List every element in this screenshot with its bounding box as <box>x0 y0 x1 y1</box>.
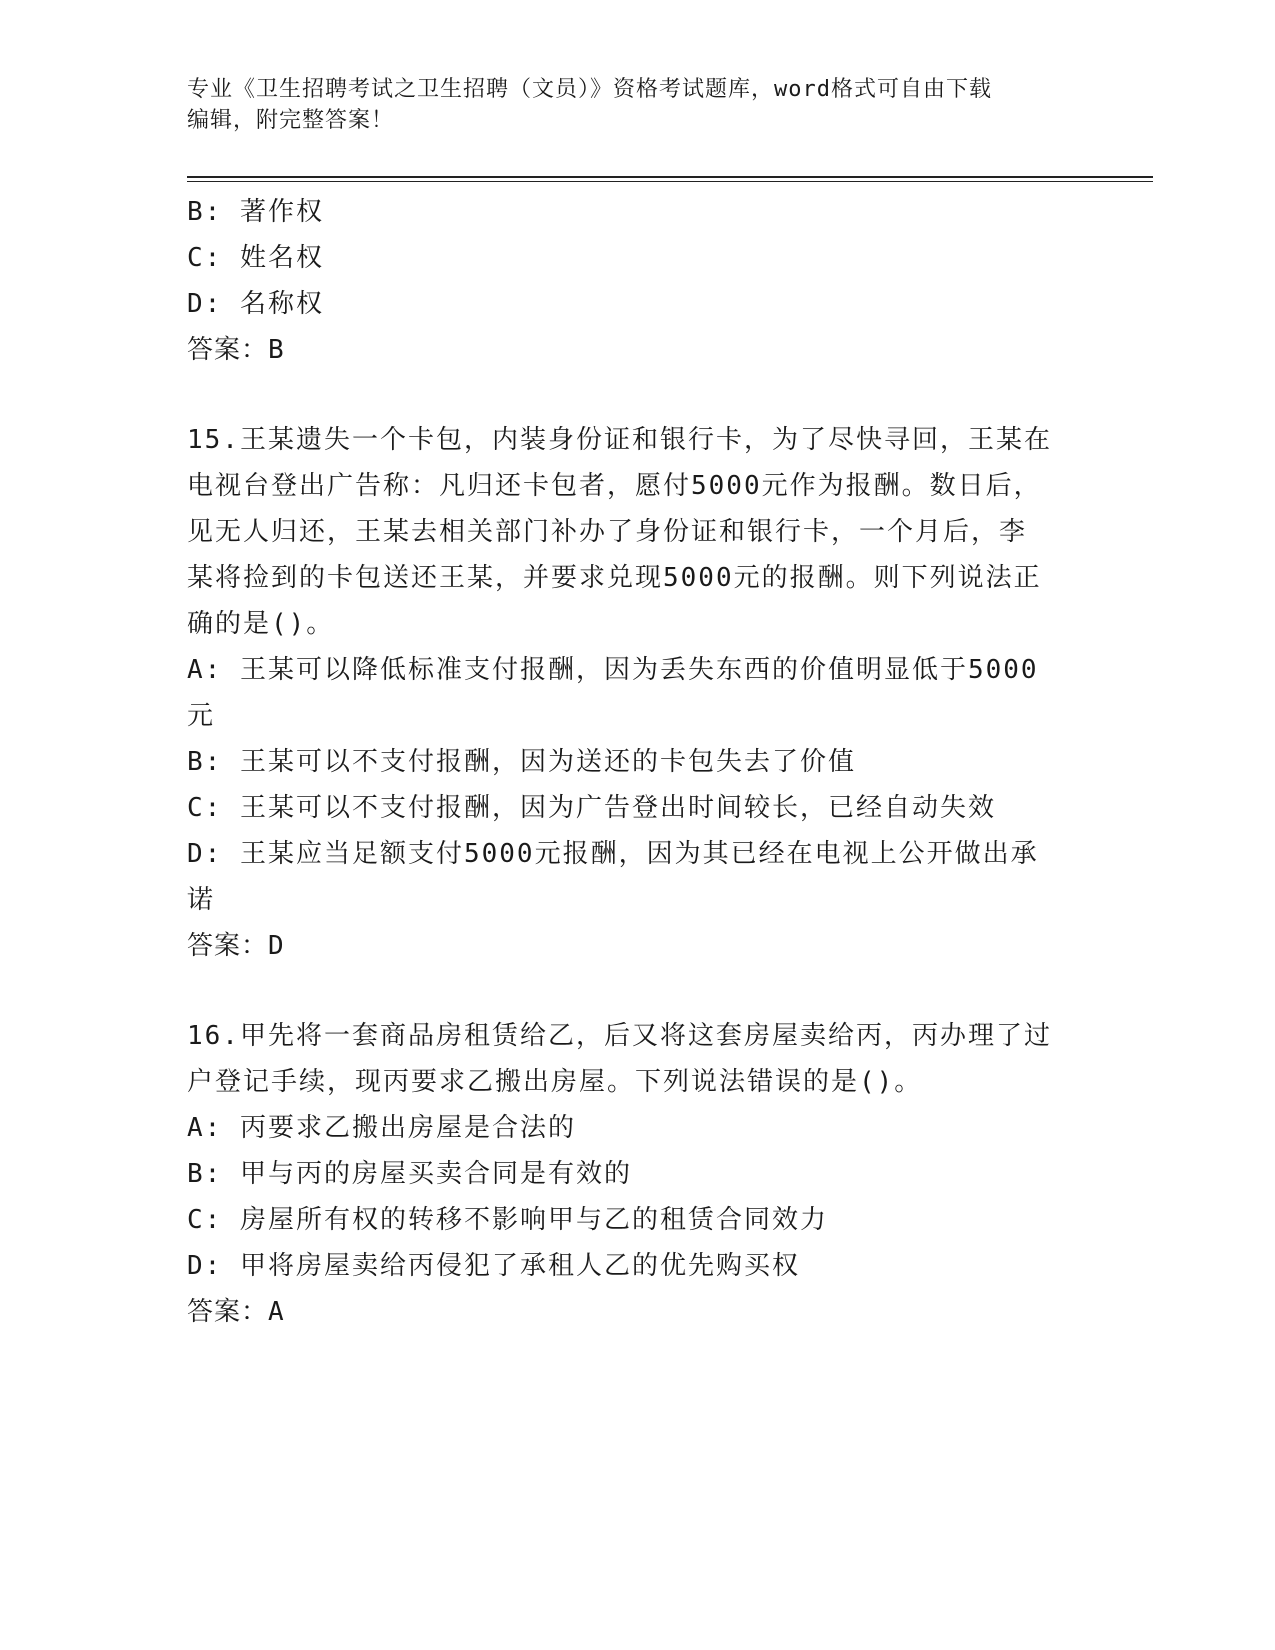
document-header <box>187 74 1067 136</box>
document-body <box>187 189 1087 1335</box>
question-stem-line: 某将捡到的卡包送还王某，并要求兑现5000元的报酬。则下列说法正 <box>187 563 1042 593</box>
question-stem-line: 电视台登出广告称：凡归还卡包者，愿付5000元作为报酬。数日后， <box>187 471 1042 501</box>
header-divider-thick <box>187 176 1153 178</box>
spacer <box>187 969 1087 1013</box>
option-a: A: 王某可以降低标准支付报酬，因为丢失东西的价值明显低于5000 <box>187 655 1039 685</box>
answer: 答案：D <box>187 931 285 961</box>
spacer <box>187 373 1087 417</box>
question-stem-line: 户登记手续，现丙要求乙搬出房屋。下列说法错误的是()。 <box>187 1067 923 1097</box>
question-stem-line: 15.王某遗失一个卡包，内装身份证和银行卡，为了尽快寻回，王某在 <box>187 425 1052 455</box>
option-b: B: 甲与丙的房屋买卖合同是有效的 <box>187 1159 632 1189</box>
header-line-1: 专业《卫生招聘考试之卫生招聘（文员）》资格考试题库，word格式可自由下载 <box>187 77 992 102</box>
option-a-continued: 元 <box>187 701 216 731</box>
question-stem-line: 见无人归还，王某去相关部门补办了身份证和银行卡，一个月后，李 <box>187 517 1028 547</box>
option-d: D: 名称权 <box>187 289 324 319</box>
option-d-continued: 诺 <box>187 885 216 915</box>
question-15 <box>187 417 1087 969</box>
question-stem-line: 确的是()。 <box>187 609 335 639</box>
option-b: B: 著作权 <box>187 197 324 227</box>
question-16 <box>187 1013 1087 1335</box>
header-line-2: 编辑，附完整答案！ <box>187 108 395 133</box>
answer: 答案：A <box>187 1297 285 1327</box>
option-c: C: 房屋所有权的转移不影响甲与乙的租赁合同效力 <box>187 1205 828 1235</box>
answer: 答案：B <box>187 335 285 365</box>
option-b: B: 王某可以不支付报酬，因为送还的卡包失去了价值 <box>187 747 856 777</box>
question-14-tail <box>187 189 1087 373</box>
option-d: D: 王某应当足额支付5000元报酬，因为其已经在电视上公开做出承 <box>187 839 1039 869</box>
option-a: A: 丙要求乙搬出房屋是合法的 <box>187 1113 576 1143</box>
option-d: D: 甲将房屋卖给丙侵犯了承租人乙的优先购买权 <box>187 1251 800 1281</box>
option-c: C: 姓名权 <box>187 243 324 273</box>
option-c: C: 王某可以不支付报酬，因为广告登出时间较长，已经自动失效 <box>187 793 996 823</box>
question-stem-line: 16.甲先将一套商品房租赁给乙，后又将这套房屋卖给丙，丙办理了过 <box>187 1021 1052 1051</box>
header-divider-thin <box>187 181 1153 182</box>
